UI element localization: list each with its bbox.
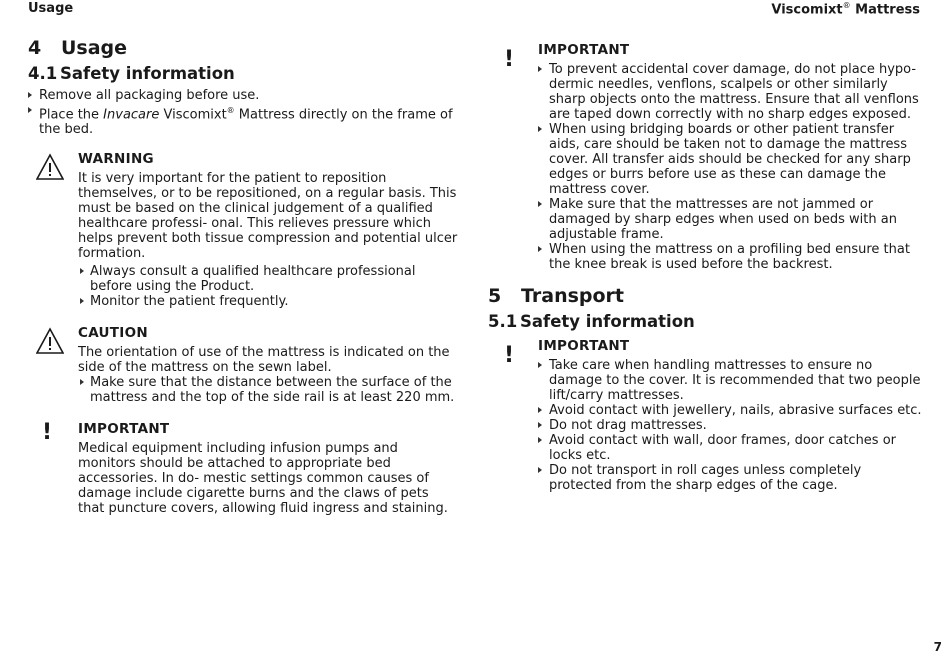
section-4-1-heading <box>28 64 458 84</box>
list-item: When using bridging boards or other patient transfer aids, care should be taken not to damage the mattress cover. All transfer aids should be checked for any sharp edges or burrs before use as these can damage the mattress cover. <box>538 122 928 197</box>
important-title: IMPORTANT <box>538 338 630 354</box>
important-notice <box>28 421 458 516</box>
section-5-heading <box>488 284 928 308</box>
list-item: To prevent accidental cover damage, do not place hypo- dermic needles, venflons, scalpels or other similarly sharp objects onto the mattress. Ensure that all venflons are taped down correctly with no sharp edges exposed. <box>538 62 928 122</box>
header-product-tail: Mattress <box>850 2 920 18</box>
subsection-title: Safety information <box>60 64 235 83</box>
important-notice <box>488 338 928 493</box>
header-registered-mark: ® <box>842 1 851 10</box>
list-item-text: Place the <box>39 107 104 123</box>
list-item: Do not transport in roll cages unless completely protected from the sharp edges of the cage. <box>538 463 928 493</box>
right-column <box>488 42 928 493</box>
important-bullet-list <box>538 62 928 272</box>
warning-bullet-list <box>78 264 458 309</box>
list-item: Take care when handling mattresses to ensure no damage to the cover. It is recommended that two people lift/carry mattresses. <box>538 358 928 403</box>
subsection-title: Safety information <box>520 312 695 331</box>
caution-notice <box>28 325 458 405</box>
section-4-heading <box>28 36 458 60</box>
exclamation-icon: ! <box>42 420 53 446</box>
warning-title: WARNING <box>78 151 154 168</box>
list-item: Monitor the patient frequently. <box>78 294 458 309</box>
left-column <box>28 36 458 516</box>
section-title: Usage <box>61 37 128 59</box>
list-item: Remove all packaging before use. <box>28 88 458 103</box>
brand-name: Invacare <box>103 107 160 123</box>
important-title: IMPORTANT <box>538 42 630 58</box>
list-item: Make sure that the mattresses are not jammed or damaged by sharp edges when used on beds with an adjustable frame. <box>538 197 928 242</box>
header-brand: Viscomixt <box>771 2 843 18</box>
list-item: Make sure that the distance between the surface of the mattress and the top of the side rail is at least 220 mm. <box>78 375 458 405</box>
subsection-number: 4.1 <box>28 64 58 83</box>
list-item: Do not drag mattresses. <box>538 418 928 433</box>
running-header-product <box>771 1 920 17</box>
caution-body: The orientation of use of the mattress is indicated on the side of the mattress on the sewn label. <box>78 345 450 376</box>
warning-body: It is very important for the patient to reposition themselves, or to be repositioned, on a regular basis. This must be based on the clinical judgement of a qualified healthcare professi- onal. This relieves pressure which helps prevent both tissue compression and potential ulcer formation. <box>78 171 458 262</box>
list-item: Avoid contact with jewellery, nails, abrasive surfaces etc. <box>538 403 928 418</box>
warning-notice <box>28 151 458 309</box>
product-name: Viscomixt <box>159 107 227 123</box>
caution-title: CAUTION <box>78 325 149 342</box>
list-item: Avoid contact with wall, door frames, door catches or locks etc. <box>538 433 928 463</box>
exclamation-icon: ! <box>504 47 515 72</box>
important-notice <box>488 42 928 272</box>
section-5-1-heading <box>488 312 928 332</box>
list-item: When using the mattress on a profiling bed ensure that the knee break is used before the backrest. <box>538 242 928 272</box>
exclamation-icon: ! <box>504 343 515 368</box>
caution-bullet-list <box>78 375 458 405</box>
important-body: Medical equipment including infusion pumps and monitors should be attached to appropriate bed accessories. In do- mestic settings common causes of damage include cigarette burns and the claws of pets that puncture covers, allowing fluid ingress and staining. <box>78 441 448 517</box>
list-item: Always consult a qualified healthcare professional before using the Product. <box>78 264 458 294</box>
section-number: 4 <box>28 37 42 59</box>
registered-mark: ® <box>226 106 235 115</box>
caution-triangle-icon <box>36 327 64 355</box>
section-number: 5 <box>488 285 502 307</box>
section-title: Transport <box>521 285 625 307</box>
list-item-text: Mattress directly on the frame of the bed. <box>39 107 453 138</box>
warning-triangle-icon <box>36 153 64 181</box>
important-title: IMPORTANT <box>78 421 170 438</box>
safety-bullet-list <box>28 88 458 137</box>
running-header-section: Usage <box>28 1 74 16</box>
list-item <box>28 103 458 137</box>
page-number: 7 <box>933 640 942 654</box>
subsection-number: 5.1 <box>488 312 518 331</box>
transport-bullet-list <box>538 358 928 493</box>
